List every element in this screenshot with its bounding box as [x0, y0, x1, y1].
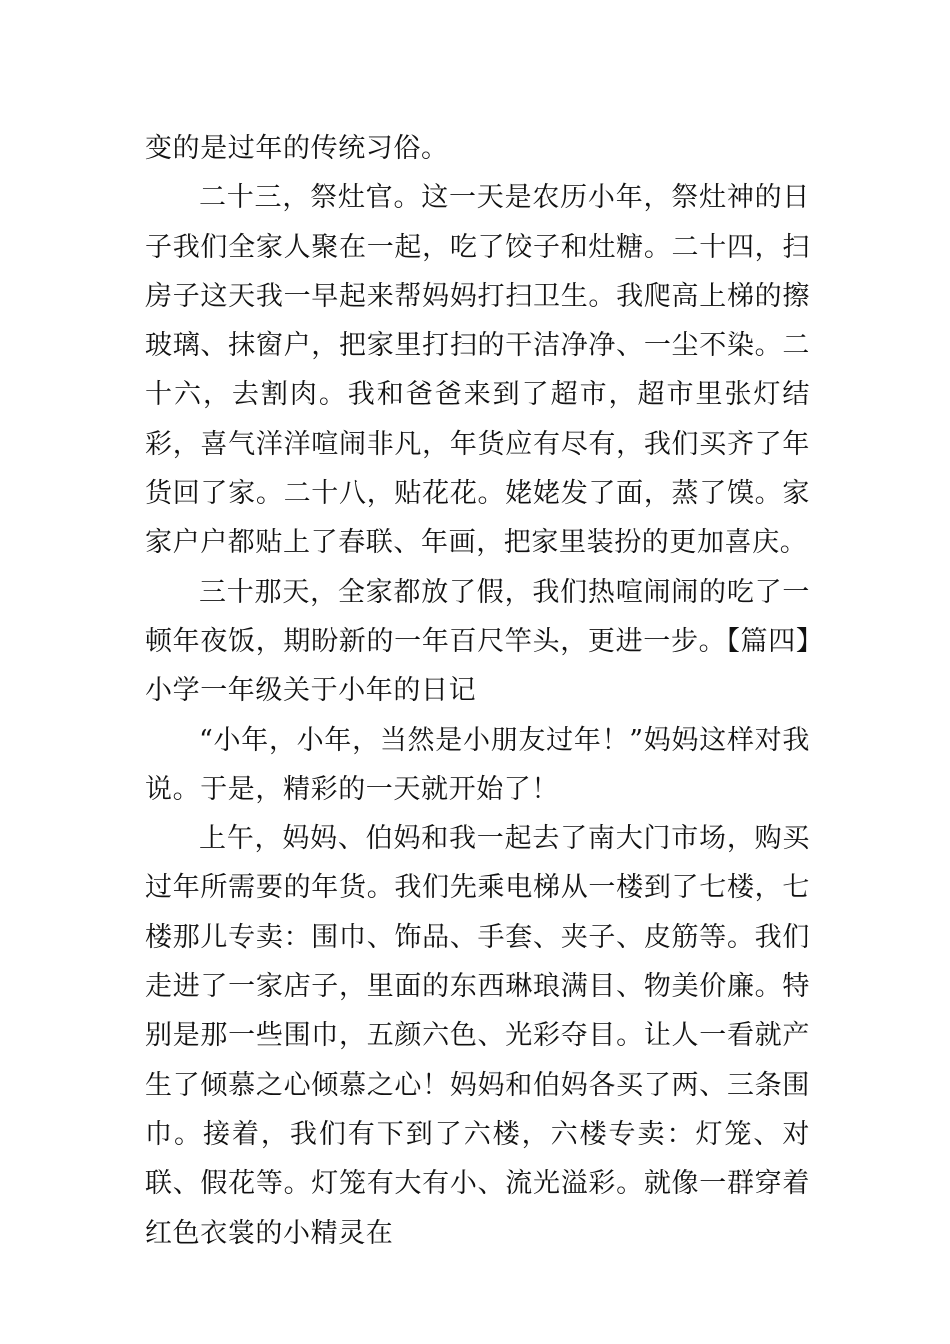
- paragraph-1: 变的是过年的传统习俗。: [145, 133, 449, 164]
- paragraph-3: 三十那天，全家都放了假，我们热喧闹闹的吃了一顿年夜饭，期盼新的一年百尺竿头，更进一步。【篇四】小学一年级关于小年的日记: [145, 576, 810, 707]
- paragraph-5: 上午，妈妈、伯妈和我一起去了南大门市场，购买过年所需要的年货。我们先乘电梯从一楼到了七楼，七楼那儿专卖：围巾、饰品、手套、夹子、皮筋等。我们走进了一家店子，里面的东西琳琅满目、物美价廉。特别是那一些围巾，五颜六色、光彩夺目。让人一看就产生了倾慕之心倾慕之心！妈妈和伯妈各买了两、三条围巾。接着，我们有下到了六楼，六楼专卖：灯笼、对联、假花等。灯笼有大有小、流光溢彩。就像一群穿着红色衣裳的小精灵在: [145, 823, 810, 1249]
- paragraph-4: “小年，小年，当然是小朋友过年！”妈妈这样对我说。于是，精彩的一天就开始了！: [145, 724, 810, 805]
- paragraph-2: 二十三，祭灶官。这一天是农历小年，祭灶神的日子我们全家人聚在一起，吃了饺子和灶糖。二十四，扫房子这天我一早起来帮妈妈打扫卫生。我爬高上梯的擦玻璃、抹窗户，把家里打扫的干洁净净、一尘不染。二十六，去割肉。我和爸爸来到了超市，超市里张灯结彩，喜气洋洋喧闹非凡，年货应有尽有，我们买齐了年货回了家。二十八，贴花花。姥姥发了面，蒸了馍。家家户户都贴上了春联、年画，把家里装扮的更加喜庆。: [145, 182, 810, 559]
- document-body: [145, 124, 810, 1258]
